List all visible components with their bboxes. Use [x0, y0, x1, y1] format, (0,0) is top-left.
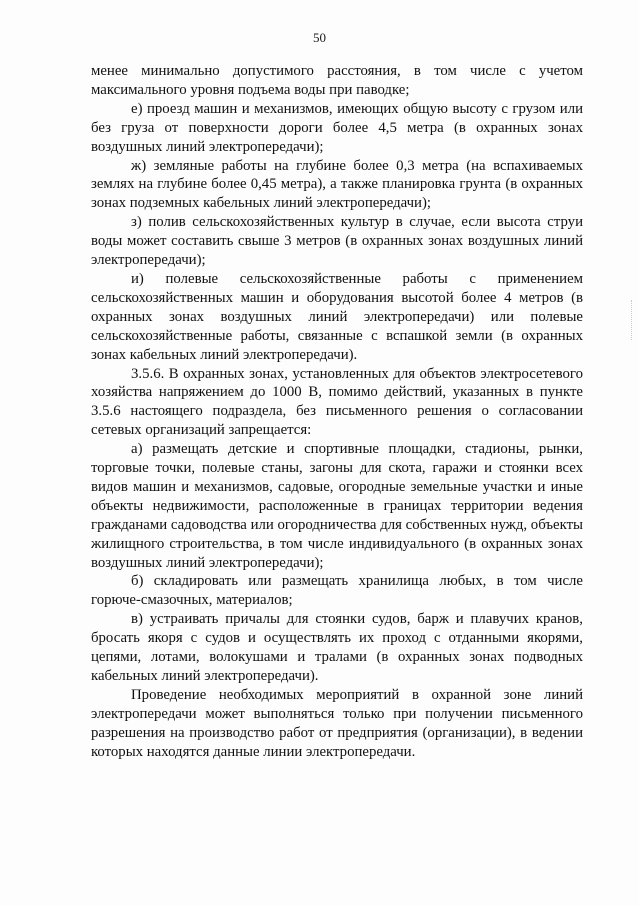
page-number: 50 — [313, 30, 326, 45]
paragraph-item-v: в) устраивать причалы для стоянки судов, барж и плавучих кранов, бросать якоря с судов и осуществлять их проход с отданными якорями, цепями, лотами, волокушами и тралами (в охранных зонах подводных кабельных линий электропередачи). — [91, 611, 583, 684]
paragraph-item-b: б) складировать или размещать хранилища любых, в том числе горюче-смазочных, материалов; — [91, 573, 583, 609]
paragraph-continuation: менее минимально допустимого расстояния, в том числе с учетом максимального уровня подъема воды при паводке; — [91, 63, 583, 98]
paragraph-item-i: и) полевые сельскохозяйственные работы с применением сельскохозяйственных машин и оборудования высотой более 4 метров (в охранных зонах воздушных линий электропередачи) или полевые сельскохозяйственные работы, связанные с вспашкой земли (в охранных зонах кабельных линий электропередачи). — [91, 270, 583, 363]
document-body — [91, 62, 583, 762]
paragraph-item-e: е) проезд машин и механизмов, имеющих общую высоту с грузом или без груза от поверхности дороги более 4,5 метра (в охранных зонах воздушных линий электропередачи); — [91, 100, 583, 155]
scan-edge-artifact — [631, 300, 635, 340]
paragraph-item-zh: ж) земляные работы на глубине более 0,3 метра (на вспахиваемых землях на глубине более 0,45 метра), а также планировка грунта (в охранных зонах подземных кабельных линий электропередачи); — [91, 157, 583, 212]
paragraph-section-3-5-6: 3.5.6. В охранных зонах, установленных для объектов электросетевого хозяйства напряжением до 1000 В, помимо действий, указанных в пункте 3.5.6 настоящего подраздела, без письменного решения о согласовании сетевых организаций запрещается: — [91, 365, 583, 439]
paragraph-item-a: а) размещать детские и спортивные площадки, стадионы, рынки, торговые точки, полевые станы, загоны для скота, гаражи и стоянки всех видов машин и механизмов, садовые, огородные земельные участки и иные объекты недвижимости, расположенные в границах территории ведения гражданами садоводства или огородничества для собственных нужд, объекты жилищного строительства, в том числе индивидуального (в охранных зонах воздушных линий электропередачи); — [91, 441, 583, 571]
paragraph-conclusion: Проведение необходимых мероприятий в охранной зоне линий электропередачи может выполняться только при получении письменного разрешения на производство работ от предприятия (организации), в ведении которых находятся данные линии электропередачи. — [91, 686, 583, 760]
paragraph-item-z: з) полив сельскохозяйственных культур в случае, если высота струи воды может составить свыше 3 метров (в охранных зонах воздушных линий электропередачи); — [91, 214, 583, 269]
